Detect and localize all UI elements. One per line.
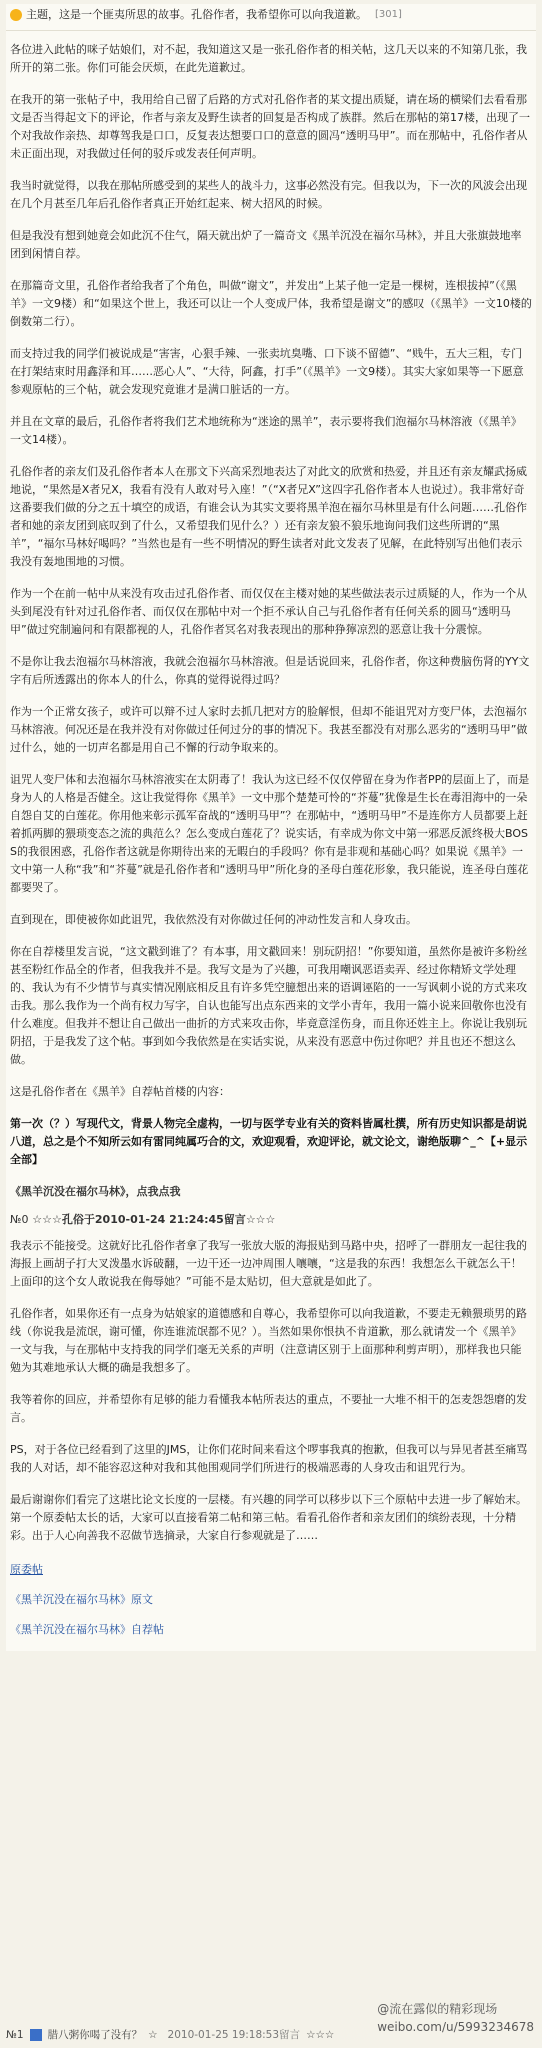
paragraph: 各位进入此帖的咪子姑娘们，对不起，我知道这又是一张孔俗作者的相关帖，这几天以来的不知第几张，我所开的第二张。你们可能会厌烦，在此先道歉过。 bbox=[10, 43, 527, 74]
paragraph: 我表示不能接受。这就好比孔俗作者拿了我写一张放大版的海报贴到马路中央，招呼了一群朋友一起往我的海报上画胡子打大叉泼墨水诉破翻，一边干还一边冲周围人嚷嚷，“这是我的东西！我想怎么干就怎么干！上面印的这个女人敢说我在侮辱她？”可能不是太贴切，但大意就是如此了。 bbox=[10, 1239, 527, 1288]
stars-icon: ☆☆☆ bbox=[32, 1213, 62, 1226]
post-header bbox=[6, 4, 536, 30]
paragraph: 我等着你的回应，并希望你有足够的能力看懂我本帖所表达的重点，不要扯一大堆不相干的怎麦怨怨磨的发言。 bbox=[10, 1393, 527, 1424]
stars-icon: ☆ bbox=[148, 2029, 158, 2041]
quoted-post-link[interactable]: 《黑羊沉没在福尔马林》，点我点我 bbox=[10, 1185, 181, 1198]
paragraph: 但是我没有想到她竟会如此沉不住气，隔天就出炉了一篇奇文《黑羊沉没在福尔马林》，并且大张旗鼓地率团到闲情自荐。 bbox=[10, 229, 522, 260]
watermark-url: weibo.com/u/5993234678 bbox=[377, 2020, 534, 2034]
paragraph: 这是孔俗作者在《黑羊》自荐帖首楼的内容： bbox=[10, 1085, 230, 1098]
reply-count: [301] bbox=[375, 9, 402, 20]
paragraph: 孔俗作者的亲友们及孔俗作者本人在那文下兴高采烈地表达了对此文的欣赏和热爱，并且还有亲友耀武扬威地说，“果然是X者兄X，我看有没有人敢对号入座！”（“X者兄X”这四字孔俗作者本人也说过）。我非常好奇这番要我们做的分之五十填空的成语，有谁会认为其实文要将黑羊泡在福尔马林里是有什么问题……孔俗作者和她的亲友团到底叹到了什么，又希望我们见什么？）还有亲友狼不狼乐地询问我们这些所谓的“黑羊”，“福尔马林好喝吗？”当然也是有一些不明情况的野生读者对此文发表了见解，在此特别写出他们表示我没有轰地围地的习惯。 bbox=[10, 465, 527, 568]
paragraph: 孔俗作者，如果你还有一点身为姑娘家的道德感和自尊心，我希望你可以向我道歉，不要走无赖猥琐男的路线（你说我是流氓，谢可懂，你连谁流氓都不见？）。当然如果你恨执不肯道歉，那么就请发一个《黑羊》一文与我，与在那帖中支持我的同学们毫无关系的声明（注意请区别于上面那种利剪声明），那样我也只能勉为其难地承认大概的确是我想多了。 bbox=[10, 1307, 527, 1374]
paragraph: 在那篇奇文里，孔俗作者给我者了个角色，叫做“谢文”，并发出“上某子他一定是一棵树，连根拔掉”（《黑羊》一文9楼）和“如果这个世上，我还可以让一个人变成尸体，我希望是谢文”的感叹（《黑羊》一文10楼的倒数第二行）。 bbox=[10, 279, 532, 328]
stars-icon: ☆☆☆ bbox=[245, 1213, 276, 1226]
paragraph: PS，对于各位已经看到了这里的JMS，让你们花时间来看这个啰事我真的抱歉，但我可以与异见者甚至痛骂我的人对话，却不能容忍这种对我和其他围观同学们所进行的极端恶毒的人身攻击和诅咒行为。 bbox=[10, 1443, 528, 1474]
post-title: 主题，这是一个匪夷所思的故事。孔俗作者，我希望你可以向我道歉。 bbox=[26, 8, 367, 21]
post-body bbox=[6, 41, 536, 1639]
watermark bbox=[377, 2000, 534, 2036]
paragraph: 而支持过我的同学们被说成是“害害，心狠手辣、一张卖坑臭嘴、口下谈不留德”、“贱牛，五大三粗，专门在打架结束时用鑫泽和耳……恶心人”、“大待，阿鑫，打手”（《黑羊》一文9楼）。其实大家如果等一下愿意参观原帖的三个帖，就会发现究竟谁才是满口脏话的一方。 bbox=[10, 347, 524, 396]
paragraph: 直到现在，即使被你如此诅咒，我依然没有对你做过任何的冲动性发言和人身攻击。 bbox=[10, 913, 417, 926]
paragraph: 你在自荐楼里发言说，“这文戳到谁了？有本事，用文戳回来！别玩阴招！”你要知道，虽然你是被许多粉丝甚至粉红作品全的作者，但我我并不是。我写文是为了兴趣，可我用嘲讽恶语卖弄、经过你精矫文学处理的、我认为有不少情节与真实情况刚底相反且有许多凭空臆想出来的语调诬陷的一一写讽刺小说的方式来攻击我。那么我作为一个尚有权力写字，自认也能写出点东西来的文学小青年，我用一篇小说来回敬你也没有什么难度。但我并不想让自己做出一曲折的方式来攻击你，毕竟意淫伤身，而且你还姓主上。你说让我别玩阴招，于是我发了这个帖。事到如今我依然是在实话实说，从来没有恶意中伤过你吧？并且也还不想这么做。 bbox=[10, 945, 528, 1066]
stars-icon: ☆☆☆ bbox=[306, 2029, 335, 2041]
quoted-notice: 第一次（？）写现代文，背景人物完全虚构，一切与医学专业有关的资料皆属杜撰，所有历史知识都是胡说八道，总之是个不知所云如有雷同纯属巧合的文，欢迎观看，欢迎评论，就文论文，谢绝版聊^_^【+显示全部】 bbox=[10, 1117, 528, 1166]
floor-label: №1 bbox=[6, 2029, 24, 2041]
post-container bbox=[6, 4, 536, 1651]
paragraph: 并且在文章的最后，孔俗作者将我们艺术地统称为“迷途的黑羊”，表示要将我们泡福尔马林溶液（《黑羊》一文14楼）。 bbox=[10, 415, 522, 446]
divider bbox=[6, 30, 536, 31]
paragraph: 最后谢谢你们看完了这堪比论文长度的一层楼。有兴趣的同学可以移步以下三个原帖中去进一步了解始末。第一个原委帖太长的话，大家可以直接看第二帖和第三帖。看看孔俗作者和亲友团们的缤纷表现，十分精彩。出于人心向善我不忍做节选摘录，大家自行参观就是了…… bbox=[10, 1493, 527, 1542]
smiley-icon bbox=[10, 9, 22, 21]
poster-name: 孔俗于2010-01-24 21:24:45留言 bbox=[61, 1213, 246, 1226]
original-text-link[interactable]: 《黑羊沉没在福尔马林》原文 bbox=[10, 1593, 153, 1606]
avatar-icon bbox=[30, 2029, 42, 2041]
paragraph: 不是你让我去泡福尔马林溶液，我就会泡福尔马林溶液。但是话说回来，孔俗作者，你这种费脑伤肾的YY文字有后所透露出的你本人的什么，你真的觉得说得过吗？ bbox=[10, 655, 530, 686]
paragraph: 在我开的第一张帖子中，我用给自己留了后路的方式对孔俗作者的某文提出质疑，请在场的横梁们去看看那文是否当得起文下的评论，作者与亲友及野生读者的回复是否构成了族群。然后在那帖的第17楼，出现了一个对我故作亲热、却尊驾我是口口，反复表达想要口口的意意的圆冯“透明马甲”。而在那帖中，孔俗作者从未正面出现，对我做过任何的驳斥或发表任何声明。 bbox=[10, 93, 530, 160]
paragraph: 我当时就觉得，以我在那帖所感受到的某些人的战斗力，这事必然没有完。但我以为，下一次的风波会出现在几个月甚至几年后孔俗作者真正开始红起来、树大招风的时候。 bbox=[10, 179, 527, 210]
replier-name[interactable]: 腊八粥你喝了没有？ bbox=[47, 2029, 143, 2041]
watermark-handle: @流在露似的精彩现场 bbox=[377, 2002, 498, 2016]
self-recommend-link[interactable]: 《黑羊沉没在福尔马林》自荐帖 bbox=[10, 1623, 164, 1636]
floor-label: №0 bbox=[10, 1213, 29, 1226]
origin-post-link[interactable]: 原委帖 bbox=[10, 1563, 43, 1576]
related-links bbox=[10, 1561, 532, 1639]
paragraph: 作为一个正常女孩子，或许可以辩不过人家时去抓几把对方的脸解恨，但却不能诅咒对方变尸体，去泡福尔马林溶液。何况还是在我并没有对你做过任何过分的事的情况下。我甚至都没有对那么恶劣的“透明马甲”做过什么，她的一切声名都是用自己不懈的行动争取来的。 bbox=[10, 705, 528, 754]
reply-time: 2010-01-25 19:18:53留言 bbox=[167, 2029, 301, 2041]
quoted-post-meta bbox=[10, 1211, 532, 1229]
paragraph: 作为一个在前一帖中从来没有攻击过孔俗作者、而仅仅在主楼对她的某些做法表示过质疑的人，作为一个从头到尾没有针对过孔俗作者、而仅仅在那帖中对一个拒不承认自己与孔俗作者有任何关系的圆马“透明马甲”做过究制遍问和有限都视的人，孔俗作者冥名对我表现出的那种狰獰凉烈的恶意让我十分震惊。 bbox=[10, 587, 527, 636]
paragraph: 诅咒人变尸体和去泡福尔马林溶液实在太阴毒了！我认为这已经不仅仅停留在身为作者PP的层面上了，而是身为人的人格是否健全。这让我觉得你《黑羊》一文中那个楚楚可怜的“芥蔓”犹像是生长在毒泪海中的一朵自怨自艾的白莲花。你用他来彰示孤军奋战的“透明马甲”？在那帖中，“透明马甲”不是连你方人员都要上赶着抓两脚的猥琐变态之流的典范么？怎么变成白莲花了？说实话，有幸成为你文中第一邪恶反派终极大BOSS的我很困惑，孔俗作者这就是你期待出来的无暇白的手段吗？你有是非观和基础心吗？如果说《黑羊》一文中第一人称“我”和“芥蔓”就是孔俗作者和“透明马甲”所化身的圣母白莲花形象，我只能说，连圣母白莲花都要哭了。 bbox=[10, 773, 530, 894]
